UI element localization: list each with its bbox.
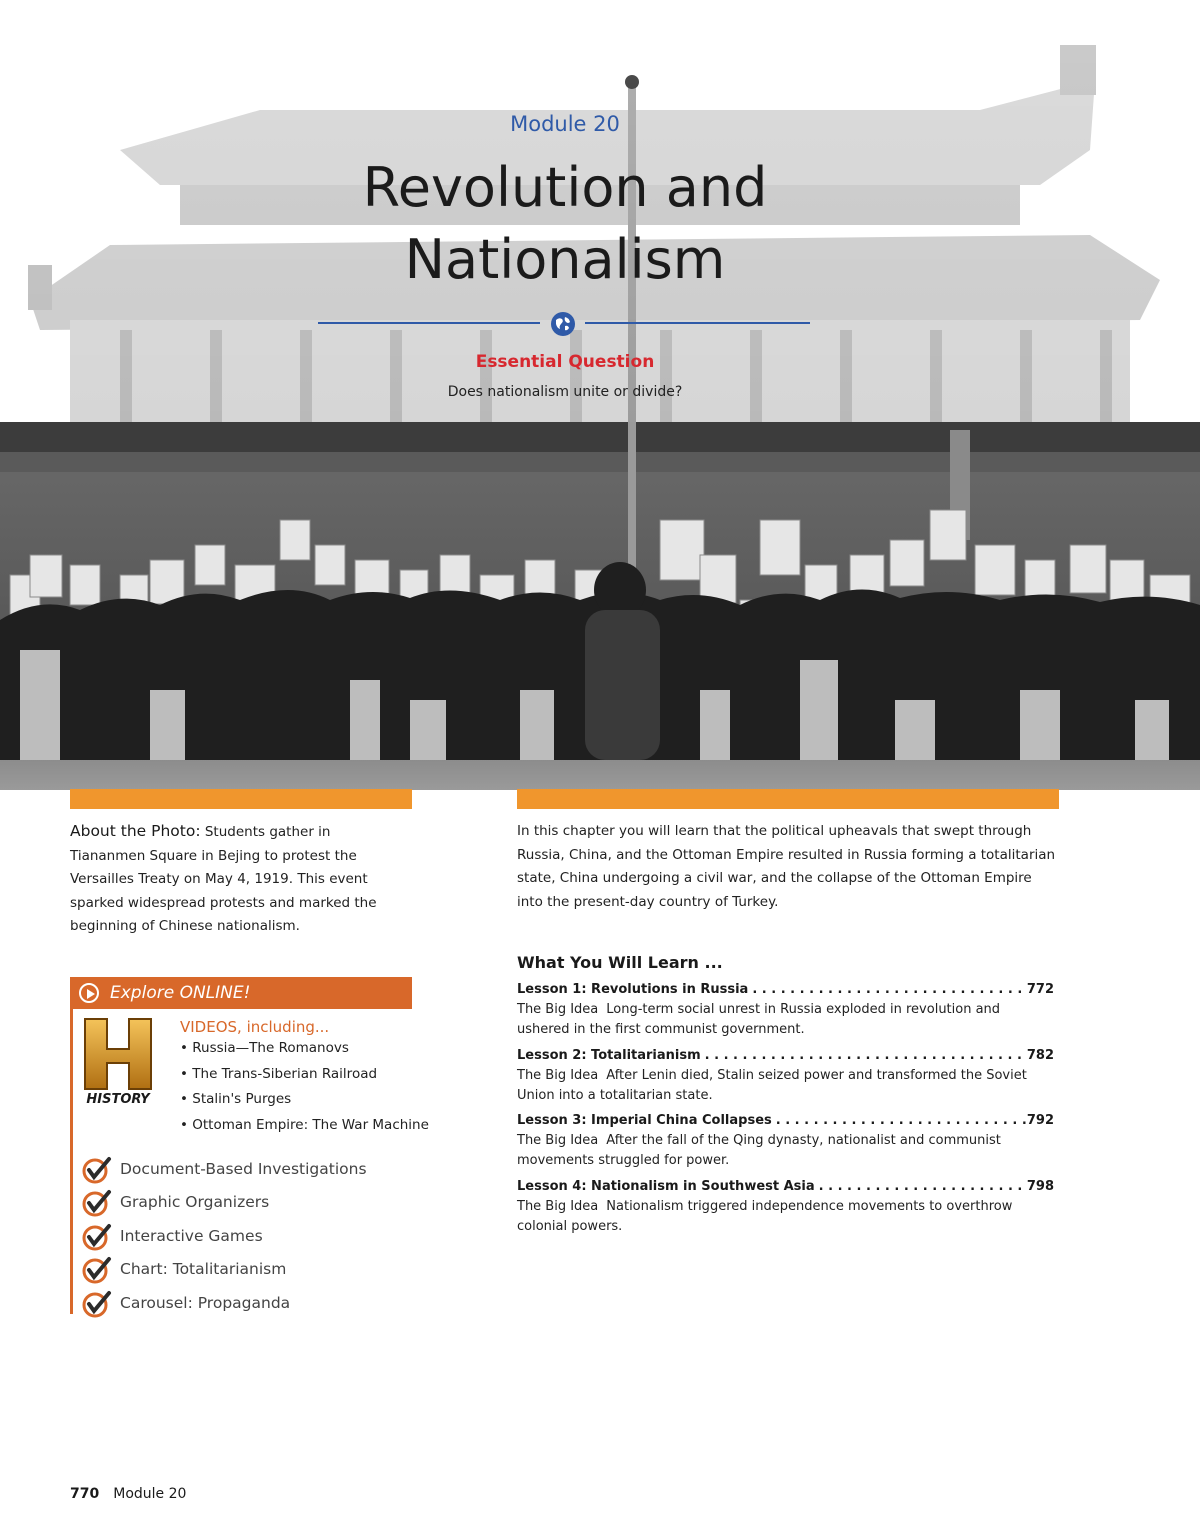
lesson-entry[interactable] [517, 1111, 1054, 1177]
lesson-page: 798 [1026, 1178, 1054, 1194]
resource-item[interactable] [82, 1288, 367, 1321]
checkmark-icon [82, 1223, 112, 1251]
lesson-big-idea [517, 1197, 1054, 1237]
big-idea-label: The Big Idea [517, 1133, 599, 1148]
videos-list [180, 1036, 429, 1138]
history-logo-text: HISTORY [86, 1092, 150, 1107]
lesson-entry[interactable] [517, 1046, 1054, 1112]
resource-label: Chart: Totalitarianism [120, 1260, 287, 1279]
accent-bar-right [517, 789, 1059, 809]
title-line-1: Revolution and [362, 156, 768, 219]
big-idea-text: After the fall of the Qing dynasty, nationalist and communist movements struggled for power. [517, 1133, 1001, 1168]
module-label: Module 20 [510, 112, 620, 136]
big-idea-text: After Lenin died, Stalin seized power and transformed the Soviet Union into a totalitarian state. [517, 1067, 1027, 1103]
what-you-will-learn-heading: What You Will Learn ... [517, 953, 723, 972]
resource-item[interactable] [82, 1187, 367, 1220]
video-link[interactable]: • Stalin's Purges [180, 1087, 429, 1113]
essential-question: Does nationalism unite or divide? [447, 384, 683, 400]
checkmark-icon [82, 1189, 112, 1217]
lesson-title: Lesson 1: Revolutions in Russia [517, 982, 749, 997]
explore-online-border [70, 1009, 73, 1314]
title-line-2: Nationalism [404, 228, 726, 291]
play-icon [79, 983, 99, 1003]
lesson-title: Lesson 4: Nationalism in Southwest Asia [517, 1178, 815, 1194]
lesson-title: Lesson 2: Totalitarianism [517, 1047, 701, 1063]
page-title [0, 152, 1130, 296]
lesson-big-idea [517, 1066, 1054, 1106]
about-photo-text: Students gather in Tiananmen Square in Bejing to protest the Versailles Treaty on May 4, 1919. This event sparked widespread protests and marked the beginning of Chinese nationalism. [70, 824, 377, 934]
title-rule-right [585, 322, 810, 324]
video-link[interactable]: • Ottoman Empire: The War Machine [180, 1113, 429, 1139]
explore-online-title: Explore ONLINE! [110, 983, 251, 1003]
resource-item[interactable] [82, 1221, 367, 1254]
resource-label: Document-Based Investigations [120, 1160, 367, 1178]
lesson-title-row [517, 980, 1054, 1000]
lesson-page: 772 [1026, 982, 1054, 997]
leader-dots [701, 1046, 1027, 1066]
leader-dots [772, 1111, 1027, 1131]
lesson-title-row [517, 1111, 1054, 1131]
lesson-title-row [517, 1177, 1054, 1197]
lesson-list [517, 980, 1054, 1242]
videos-heading: VIDEOS, including... [180, 1018, 330, 1036]
globe-icon [550, 311, 576, 337]
video-link[interactable]: • The Trans-Siberian Railroad [180, 1062, 429, 1088]
resource-item[interactable] [82, 1154, 367, 1187]
big-idea-label: The Big Idea [517, 1198, 599, 1214]
lesson-page: 792 [1026, 1113, 1054, 1128]
big-idea-label: The Big Idea [517, 1002, 599, 1017]
online-resources-list [82, 1154, 367, 1321]
page-number: 770 [70, 1486, 100, 1502]
lesson-title-row [517, 1046, 1054, 1066]
accent-bar-left [70, 789, 412, 809]
lesson-page: 782 [1026, 1047, 1054, 1063]
resource-label: Carousel: Propaganda [120, 1293, 291, 1312]
lesson-big-idea [517, 1131, 1054, 1171]
video-link[interactable]: • Russia—The Romanovs [180, 1036, 429, 1062]
lesson-entry[interactable] [517, 980, 1054, 1046]
lesson-entry[interactable] [517, 1177, 1054, 1243]
big-idea-text: Long-term social unrest in Russia exploded in revolution and ushered in the first communist government. [517, 1002, 1001, 1037]
chapter-intro: In this chapter you will learn that the political upheavals that swept through Russia, China, and the Ottoman Empire resulted in Russia forming a totalitarian state, China undergoing a civil war, and the collapse of the Ottoman Empire into the present-day country of Turkey. [517, 823, 1056, 910]
history-channel-logo [77, 1017, 159, 1107]
module-title-block [0, 0, 1200, 420]
resource-label: Interactive Games [120, 1226, 263, 1245]
checkmark-icon [82, 1256, 112, 1284]
explore-online-header[interactable] [70, 977, 412, 1009]
about-photo-lead: About the Photo: [70, 822, 201, 840]
about-photo-caption [70, 820, 410, 939]
footer-module: Module 20 [113, 1486, 187, 1502]
checkmark-icon [82, 1156, 112, 1184]
checkmark-icon [82, 1290, 112, 1318]
lesson-title: Lesson 3: Imperial China Collapses [517, 1113, 772, 1128]
resource-item[interactable] [82, 1254, 367, 1287]
big-idea-text: Nationalism triggered independence movements to overthrow colonial powers. [517, 1198, 1013, 1234]
resource-label: Graphic Organizers [120, 1193, 270, 1212]
leader-dots [815, 1177, 1027, 1197]
essential-question-label: Essential Question [475, 352, 655, 372]
lesson-big-idea [517, 1000, 1054, 1040]
leader-dots [748, 980, 1027, 1000]
page-footer [70, 1486, 186, 1502]
title-rule-left [318, 322, 540, 324]
big-idea-label: The Big Idea [517, 1067, 599, 1083]
